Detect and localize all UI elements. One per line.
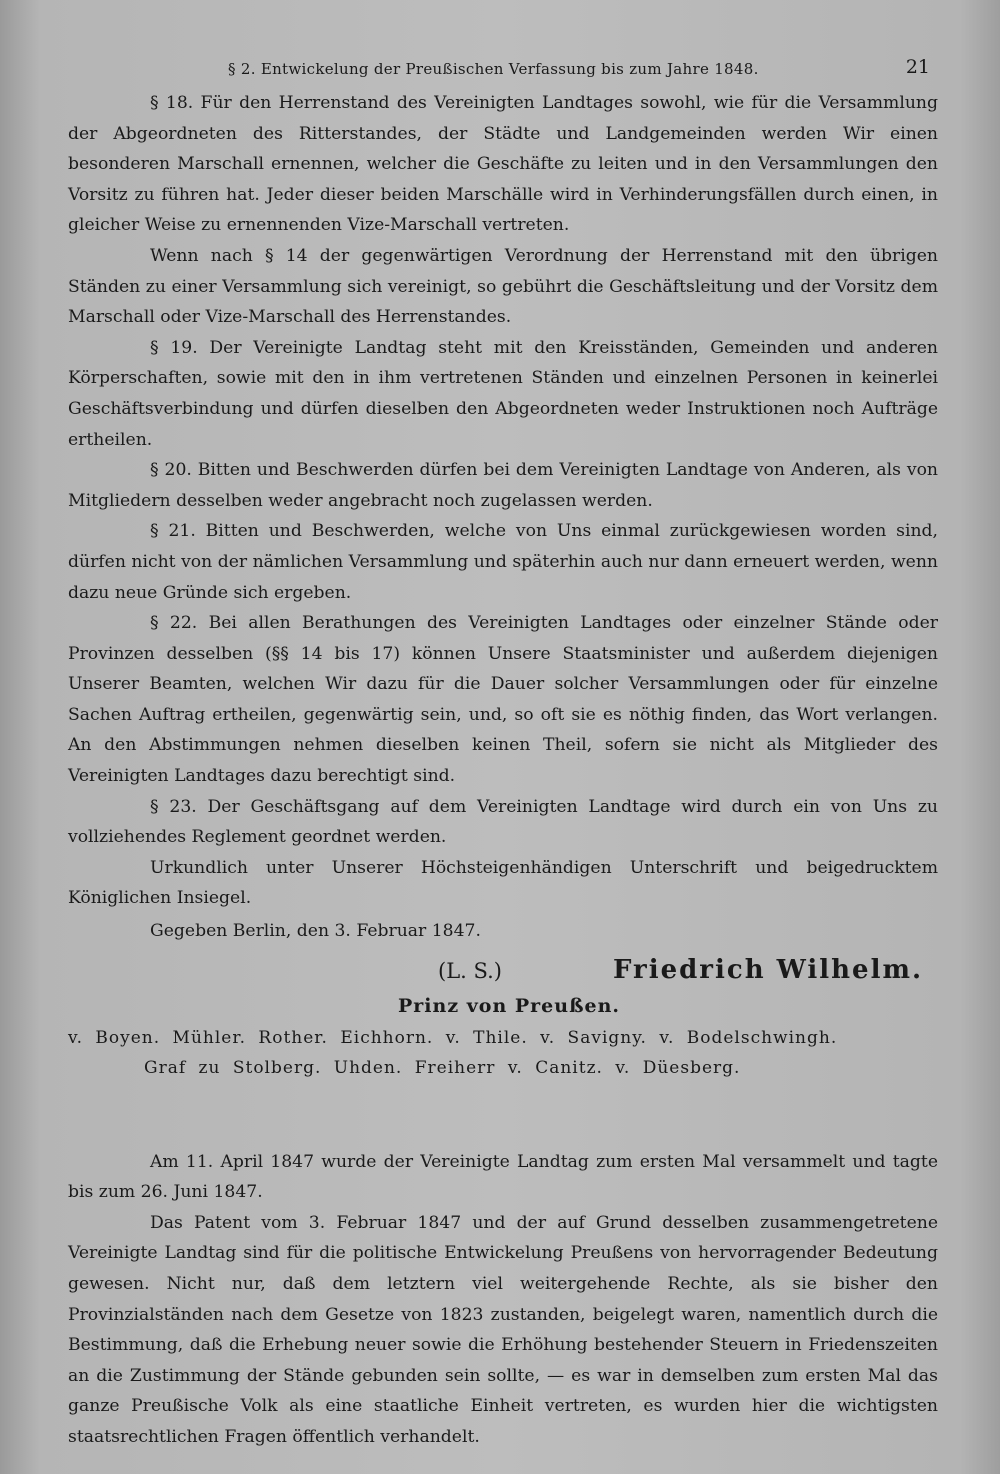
- paragraph-19: § 19. Der Vereinigte Landtag steht mit den Kreisständen, Gemeinden und anderen Körperschaften, sowie mit den in ihm vertretenen Ständen und einzelnen Personen in keinerlei Geschäftsverbindung und dürfen dieselben den Abgeordneten weder Instruktionen noch Aufträge ertheilen.: [68, 337, 938, 450]
- statute-text: [68, 88, 938, 947]
- minister-signatures: [68, 1023, 938, 1083]
- ministers-row-2: Graf zu Stolberg. Uhden. Freiherr v. Canitz. v. Düesberg.: [144, 1057, 741, 1078]
- date-line: Gegeben Berlin, den 3. Februar 1847.: [150, 921, 481, 942]
- king-signature: Friedrich Wilhelm.: [613, 954, 924, 985]
- paragraph-22: § 22. Bei allen Berathungen des Vereinigten Landtages oder einzelner Stände oder Provinzen desselben (§§ 14 bis 17) können Unsere Staatsminister und außerdem diejenigen Unserer Beamten, welchen Wir dazu für die Dauer solcher Versammlungen oder für einzelne Sachen Auftrag ertheilen, gegenwärtig sein, und, so oft sie es nöthig finden, das Wort verlangen. An den Abstimmungen nehmen dieselben keinen Theil, sofern sie nicht als Mitglieder des Vereinigten Landtages dazu berechtigt sind.: [68, 613, 938, 787]
- paragraph-21: § 21. Bitten und Beschwerden, welche von Uns einmal zurückgewiesen worden sind, dürfen nicht von der nämlichen Versammlung und späterhin auch nur dann erneuert werden, wenn dazu neue Gründe sich ergeben.: [68, 521, 938, 603]
- paragraph-18-cont: Wenn nach § 14 der gegenwärtigen Verordnung der Herrenstand mit den übrigen Ständen zu einer Versammlung sich vereinigt, so gebührt die Geschäftsleitung und der Vorsitz dem Marschall oder Vize-Marschall des Herrenstandes.: [68, 245, 938, 328]
- ministers-row-1: v. Boyen. Mühler. Rother. Eichhorn. v. Thile. v. Savigny. v. Bodelschwingh.: [68, 1027, 838, 1048]
- narrative-paragraph-1: Am 11. April 1847 wurde der Vereinigte Landtag zum ersten Mal versammelt und tagte bis zum 26. Juni 1847.: [68, 1151, 938, 1203]
- attestation-paragraph: Urkundlich unter Unserer Höchsteigenhändigen Unterschrift und beigedrucktem Königlichen Insiegel.: [68, 857, 938, 909]
- narrative-paragraph-2: Das Patent vom 3. Februar 1847 und der auf Grund desselben zusammengetretene Vereinigte Landtag sind für die politische Entwickelung Preußens von hervorragender Bedeutung gewesen. Nicht nur, daß dem letztern viel weitergehende Rechte, als sie bisher den Provinzialständen nach dem Gesetze von 1823 zustanden, beigelegt waren, namentlich durch die Bestimmung, daß die Erhebung neuer sowie die Erhöhung bestehender Steuern in Friedenszeiten an die Zustimmung der Stände gebunden sein sollte, — es war in demselben zum ersten Mal das ganze Preußische Volk als eine staatliche Einheit vertreten, es wurden hier die wichtigsten staatsrechtlichen Fragen öffentlich verhandelt.: [68, 1212, 938, 1447]
- bleed-through-gap: [68, 1083, 938, 1147]
- prince-signature: Prinz von Preußen.: [398, 994, 621, 1017]
- signature-line: [68, 955, 938, 997]
- paragraph-23: § 23. Der Geschäftsgang auf dem Vereinigten Landtage wird durch ein von Uns zu vollziehendes Reglement geordnet werden.: [68, 796, 938, 848]
- narrative-text: [68, 1147, 938, 1453]
- paragraph-18: § 18. Für den Herrenstand des Vereinigten Landtages sowohl, wie für die Versammlung der Abgeordneten des Ritterstandes, der Städte und Landgemeinden werden Wir einen besonderen Marschall ernennen, welcher die Geschäfte zu leiten und in den Versammlungen den Vorsitz zu führen hat. Jeder dieser beiden Marschälle wird in Verhinderungsfällen durch einen, in gleicher Weise zu ernennenden Vize-Marschall vertreten.: [68, 93, 938, 236]
- running-head: [68, 56, 938, 88]
- seal-mark: (L. S.): [438, 958, 502, 983]
- running-head-title: § 2. Entwickelung der Preußischen Verfassung bis zum Jahre 1848.: [228, 60, 759, 78]
- paragraph-20: § 20. Bitten und Beschwerden dürfen bei dem Vereinigten Landtage von Anderen, als von Mitgliedern desselben weder angebracht noch zugelassen werden.: [68, 460, 938, 511]
- page-number: 21: [905, 56, 930, 78]
